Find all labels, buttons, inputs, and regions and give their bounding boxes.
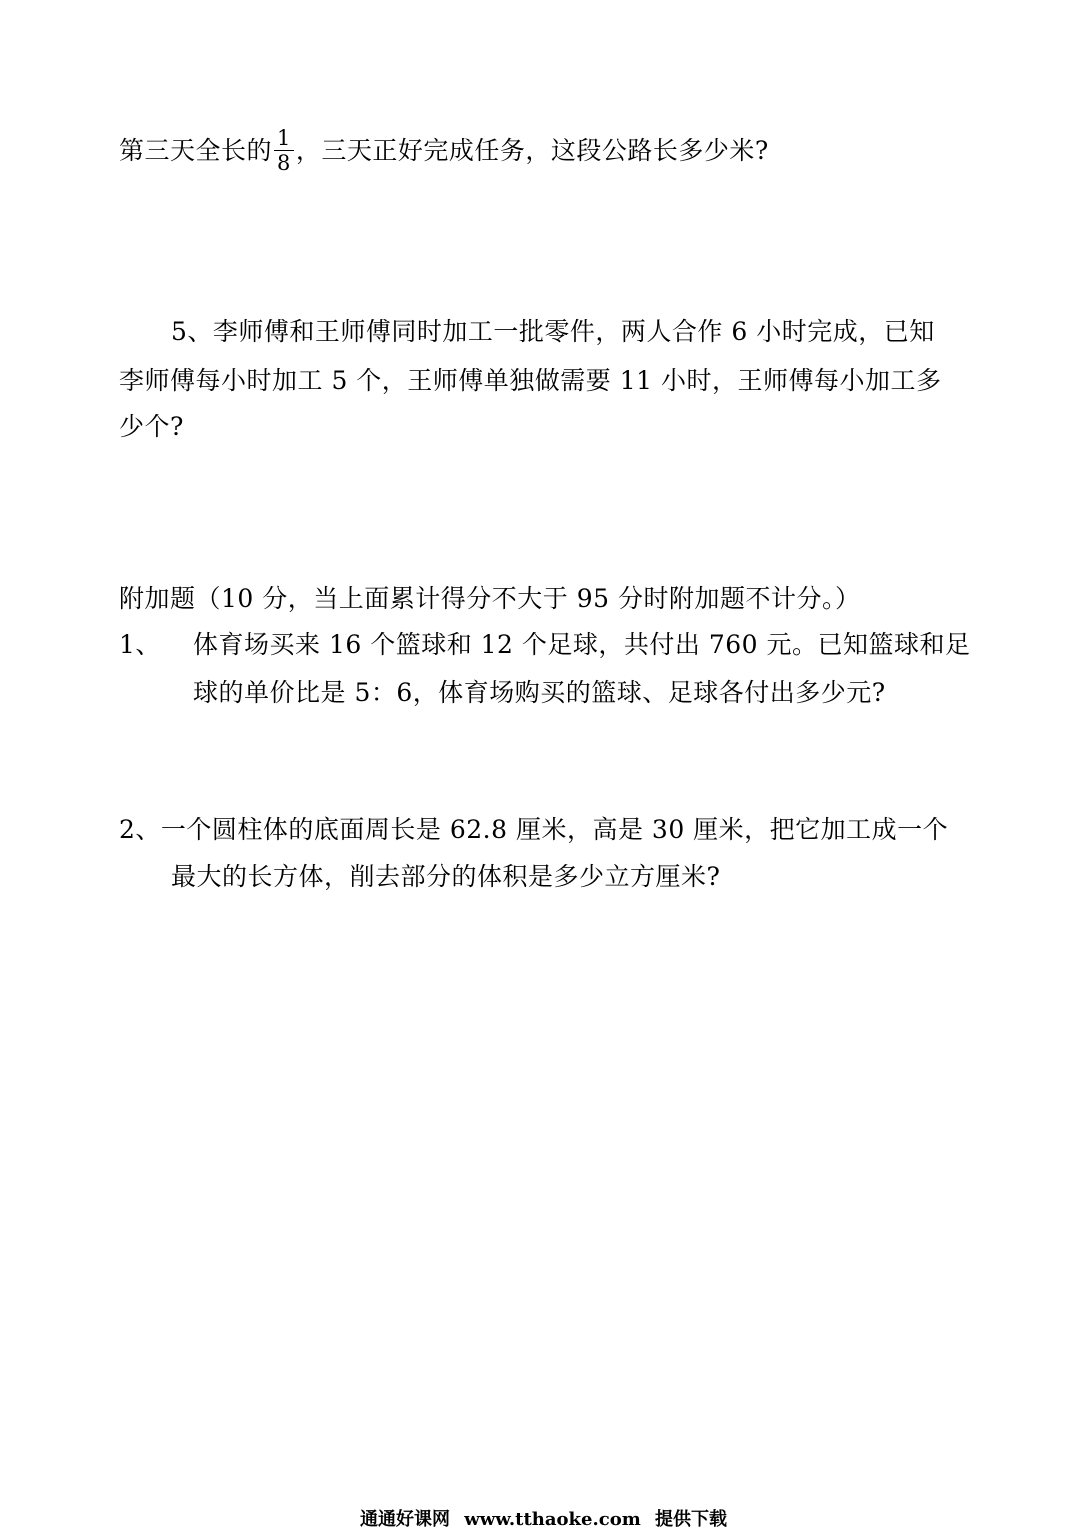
question-5-line-1: 5、李师傅和王师傅同时加工一批零件，两人合作 6 小时完成，已知 — [171, 317, 935, 346]
bonus-problem-2-line-1: 2、一个圆柱体的底面周长是 62.8 厘米，高是 30 厘米，把它加工成一个 — [119, 815, 949, 844]
footer-note: 提供下载 — [655, 1509, 728, 1530]
bonus-problem-2-line-2: 最大的长方体，削去部分的体积是多少立方厘米? — [171, 862, 721, 891]
bonus-problem-1-number: 1、 — [119, 630, 161, 659]
page-footer — [0, 1508, 1087, 1532]
question-4-continuation — [119, 128, 769, 177]
fraction-numerator: 1 — [274, 126, 294, 151]
bonus-problem-1-line-1: 体育场买来 16 个篮球和 12 个足球，共付出 760 元。已知篮球和足 — [193, 630, 971, 659]
q4-suffix: ，三天正好完成任务，这段公路长多少米? — [295, 136, 769, 165]
question-5-line-2: 李师傅每小时加工 5 个，王师傅单独做需要 11 小时，王师傅每小加工多 — [119, 366, 942, 395]
footer-site-name: 通通好课网 — [359, 1509, 450, 1530]
bonus-problem-1-line-2: 球的单价比是 5：6，体育场购买的篮球、足球各付出多少元? — [193, 678, 886, 707]
question-5-line-3: 少个? — [119, 412, 184, 441]
bonus-heading: 附加题（10 分，当上面累计得分不大于 95 分时附加题不计分。） — [119, 584, 861, 613]
fraction-one-eighth — [274, 126, 294, 175]
q4-prefix: 第三天全长的 — [119, 136, 273, 165]
footer-url[interactable]: www.tthaoke.com — [464, 1509, 641, 1530]
fraction-denominator: 8 — [277, 151, 291, 175]
